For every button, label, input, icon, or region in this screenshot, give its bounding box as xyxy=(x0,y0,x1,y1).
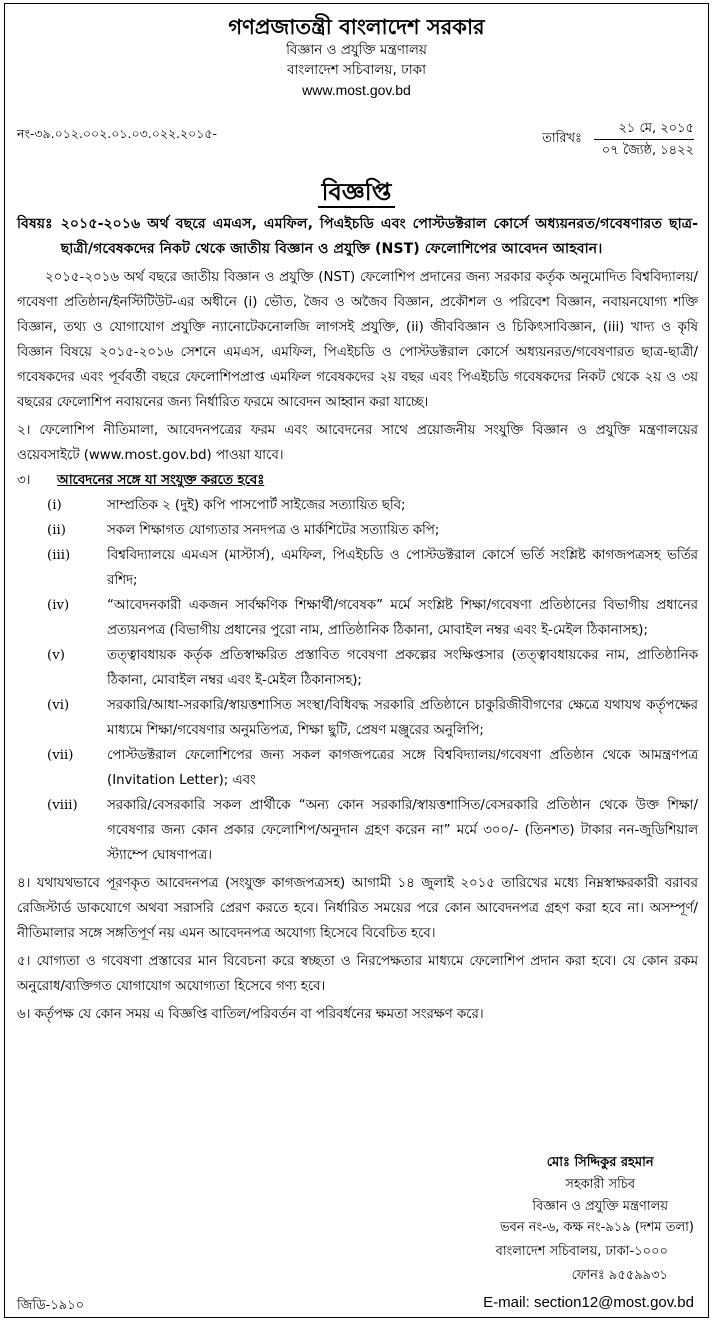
paragraph-2: ২। ফেলোশিপ নীতিমালা, আবেদনপত্রের ফরম এবং আবেদনের সাথে প্রয়োজনীয় সংযুক্তি বিজ্ঞান ও প্রযুক্তি মন্ত্রণালয়ের ওয়েবসাইটে (www.most.gov.bd) পাওয়া যাবে। xyxy=(17,423,698,463)
letterhead xyxy=(5,14,708,100)
date-block xyxy=(542,119,694,162)
paragraph-1: ২০১৫-২০১৬ অর্থ বছরে জাতীয় বিজ্ঞান ও প্রযুক্তি (NST) ফেলোশিপ প্রদানের জন্য সরকার কর্তৃক অনুমোদিত বিশ্ববিদ্যালয়/গবেষণা প্রতিষ্ঠান/ইনস্টিটিউট-এর অধীনে (i) ভৌত, জৈব ও অজৈব বিজ্ঞান, প্রকৌশল ও পরিবেশ বিজ্ঞান, নবায়নযোগ্য শক্তি বিজ্ঞান, তথ্য ও যোগাযোগ প্রযুক্তি ন্যানোটেকনোলজি লাগসই প্রযুক্তি, (ii) জীববিজ্ঞান ও চিকিৎসাবিজ্ঞান, (iii) খাদ্য ও কৃষি বিজ্ঞান বিষয়ে ২০১৫-২০১৬ সেশনে এমএস, এমফিল, পিএইচডি ও পোস্টডক্টরাল কোর্সে অধ্যয়নরত/গবেষণারত ছাত্র-ছাত্রী/গবেষকদের এবং পূর্ববর্তী বছরে ফেলোশিপপ্রাপ্ত এমফিল গবেষকদের ২য় বছর এবং পিএইচডি গবেষকদের নিকট থেকে ২য় ও ৩য় বছরের ফেলোশিপ নবায়নের জন্য নির্ধারিত ফরমে আবেদন আহ্বান করা যাচ্ছে। xyxy=(17,270,698,410)
attachment-text: তত্ত্বাবধায়ক কর্তৃক প্রতিস্বাক্ষরিত প্রস্তাবিত গবেষণা প্রকল্পের সংক্ষিপ্তসার (তত্ত্বাবধায়কের নাম, প্রাতিষ্ঠানিক ঠিকানা, মোবাইল নম্বর এবং ই-মেইল ঠিকানাসহ); xyxy=(107,648,698,688)
attachment-item xyxy=(17,643,698,693)
attachment-item xyxy=(17,743,698,793)
attachment-roman: (iv) xyxy=(47,598,70,613)
attachment-roman: (v) xyxy=(47,648,65,663)
attachment-roman: (ii) xyxy=(47,523,66,538)
notice-title xyxy=(5,174,708,214)
signatory-building: ভবন নং-৬, কক্ষ নং-৯১৯ (দশম তলা) xyxy=(499,1220,694,1235)
attachment-roman: (vii) xyxy=(47,748,74,763)
attachment-roman: (i) xyxy=(47,498,62,513)
subject-label: বিষয়ঃ xyxy=(17,216,53,232)
secretariat-address: বাংলাদেশ সচিবালয়, ঢাকা xyxy=(286,62,426,78)
attachment-text: পোস্টডক্টরাল ফেলোশিপের জন্য সকল কাগজপত্রের সঙ্গে বিশ্ববিদ্যালয়/গবেষণা প্রতিষ্ঠান থেকে আমন্ত্রণপত্র (Invitation Letter); এবং xyxy=(107,748,698,788)
signatory-phone: ফোনঃ ৯৫৫৯৯৩১ xyxy=(571,1268,668,1283)
attachment-text: “আবেদনকারী একজন সার্বক্ষণিক শিক্ষার্থী/গবেষক” মর্মে সংশ্লিষ্ট শিক্ষা/গবেষণা প্রতিষ্ঠানের বিভাগীয় প্রধানের প্রত্যয়নপত্র (বিভাগীয় প্রধানের পুরো নাম, প্রাতিষ্ঠানিক ঠিকানা, মোবাইল নম্বর এবং ই-মেইল ঠিকানাসহ); xyxy=(107,598,698,638)
attachment-item xyxy=(17,543,698,593)
ministry-name: বিজ্ঞান ও প্রযুক্তি মন্ত্রণালয় xyxy=(286,42,427,58)
notice-page xyxy=(4,3,709,1318)
notice-title-text: বিজ্ঞপ্তি xyxy=(318,178,396,208)
date-bangla: ০৭ জ্যৈষ্ঠ, ১৪২২ xyxy=(601,143,694,158)
paragraph-5: ৫। যোগ্যতা ও গবেষণা প্রস্তাবের মান বিবেচনা করে স্বচ্ছতা ও নিরপেক্ষতার মাধ্যমে ফেলোশিপ প্রদান করা হবে। যে কোন রকম অনুরোধ/ব্যক্তিগত যোগাযোগ অযোগ্যতা হিসেবে গণ্য হবে। xyxy=(17,954,698,994)
signatory-designation: সহকারী সচিব xyxy=(565,1177,636,1192)
notice-body xyxy=(17,212,698,1027)
attachments-title: আবেদনের সঙ্গে যা সংযুক্ত করতে হবেঃ xyxy=(57,473,265,488)
attachment-roman: (viii) xyxy=(47,798,78,813)
signatory-address: বাংলাদেশ সচিবালয়, ঢাকা-১০০০ xyxy=(495,1244,668,1259)
subject-line xyxy=(17,212,698,262)
government-title: গণপ্রজাতন্ত্রী বাংলাদেশ সরকার xyxy=(228,15,485,39)
attachments-heading xyxy=(17,468,698,493)
attachment-item xyxy=(17,518,698,543)
signatory-ministry: বিজ্ঞান ও প্রযুক্তি মন্ত্রণালয় xyxy=(532,1199,668,1214)
attachment-text: সরকারি/আধা-সরকারি/স্বায়ত্তশাসিত সংস্থা/বিধিবদ্ধ সরকারি প্রতিষ্ঠানে চাকুরিজীবীগণের ক্ষেত্রে যথাযথ কর্তৃপক্ষের মাধ্যমে শিক্ষা/গবেষণার অনুমতিপত্র, শিক্ষা ছুটি, প্রেষণ মঞ্জুরের অনুলিপি; xyxy=(107,698,698,738)
signature-block xyxy=(532,1152,668,1218)
signatory-name: মোঃ সিদ্দিকুর রহমান xyxy=(546,1155,654,1170)
website-link[interactable]: www.most.gov.bd xyxy=(302,82,411,98)
date-gregorian: ২১ মে, ২০১৫ xyxy=(594,119,694,140)
attachment-item xyxy=(17,693,698,743)
contact-email[interactable]: E-mail: section12@most.gov.bd xyxy=(483,1294,694,1311)
attachment-roman: (iii) xyxy=(47,548,71,563)
date-label: তারিখঃ xyxy=(542,131,582,146)
attachment-text: বিশ্ববিদ্যালয়ে এমএস (মাস্টার্স), এমফিল, পিএইচডি ও পোস্টডক্টরাল কোর্সে ভর্তি সংশ্লিষ্ট কাগজপত্রসহ ভর্তির রশিদ; xyxy=(107,548,698,588)
attachment-item xyxy=(17,593,698,643)
paragraph-6: ৬। কর্তৃপক্ষ যে কোন সময় এ বিজ্ঞপ্তি বাতিল/পরিবর্তন বা পরিবর্ধনের ক্ষমতা সংরক্ষণ করে। xyxy=(17,1007,484,1022)
attachment-text: সরকারি/বেসরকারি সকল প্রার্থীকে “অন্য কোন সরকারি/স্বায়ত্তশাসিত/বেসরকারি প্রতিষ্ঠান থেকে উক্ত শিক্ষা/গবেষণার জন্য কোন প্রকার ফেলোশিপ/অনুদান গ্রহণ করেন না” মর্মে ৩০০/- (তিনশত) টাকার নন-জুডিশিয়াল স্ট্যাম্পে ঘোষণাপত্র। xyxy=(107,798,698,863)
attachment-item xyxy=(17,493,698,518)
attachments-number: ৩। xyxy=(17,473,31,488)
gd-number: জিডি-১৯১০ xyxy=(17,1298,85,1313)
attachment-text: সকল শিক্ষাগত যোগ্যতার সনদপত্র ও মার্কশিটের সত্যায়িত কপি; xyxy=(107,523,440,538)
attachment-roman: (vi) xyxy=(47,698,70,713)
attachment-item xyxy=(17,793,698,868)
attachment-text: সাম্প্রতিক ২ (দুই) কপি পাসপোর্ট সাইজের সত্যায়িত ছবি; xyxy=(107,498,406,513)
paragraph-4: ৪। যথাযথভাবে পূরণকৃত আবেদনপত্র (সংযুক্ত কাগজপত্রসহ) আগামী ১৪ জুলাই ২০১৫ তারিখের মধ্যে নিম্নস্বাক্ষরকারী বরাবর রেজিস্টার্ড ডাকযোগে অথবা সরাসরি প্রেরণ করতে হবে। নির্ধারিত সময়ের পরে কোন আবেদনপত্র গ্রহণ করা হবে না। অসম্পূর্ণ/নীতিমালার সঙ্গে সঙ্গতিপূর্ণ নয় এমন আবেদনপত্র অযোগ্য হিসেবে বিবেচিত হবে। xyxy=(17,876,698,941)
subject-text: ২০১৫-২০১৬ অর্থ বছরে এমএস, এমফিল, পিএইচডি এবং পোস্টডক্টরাল কোর্সে অধ্যয়নরত/গবেষণারত ছাত্র-ছাত্রী/গবেষকদের নিকট থেকে জাতীয় বিজ্ঞান ও প্রযুক্তি (NST) ফেলোশিপের আবেদন আহবান। xyxy=(60,216,698,257)
memo-number: নং-৩৯.০১২.০০২.০১.০৩.০২২.২০১৫- xyxy=(17,126,218,141)
